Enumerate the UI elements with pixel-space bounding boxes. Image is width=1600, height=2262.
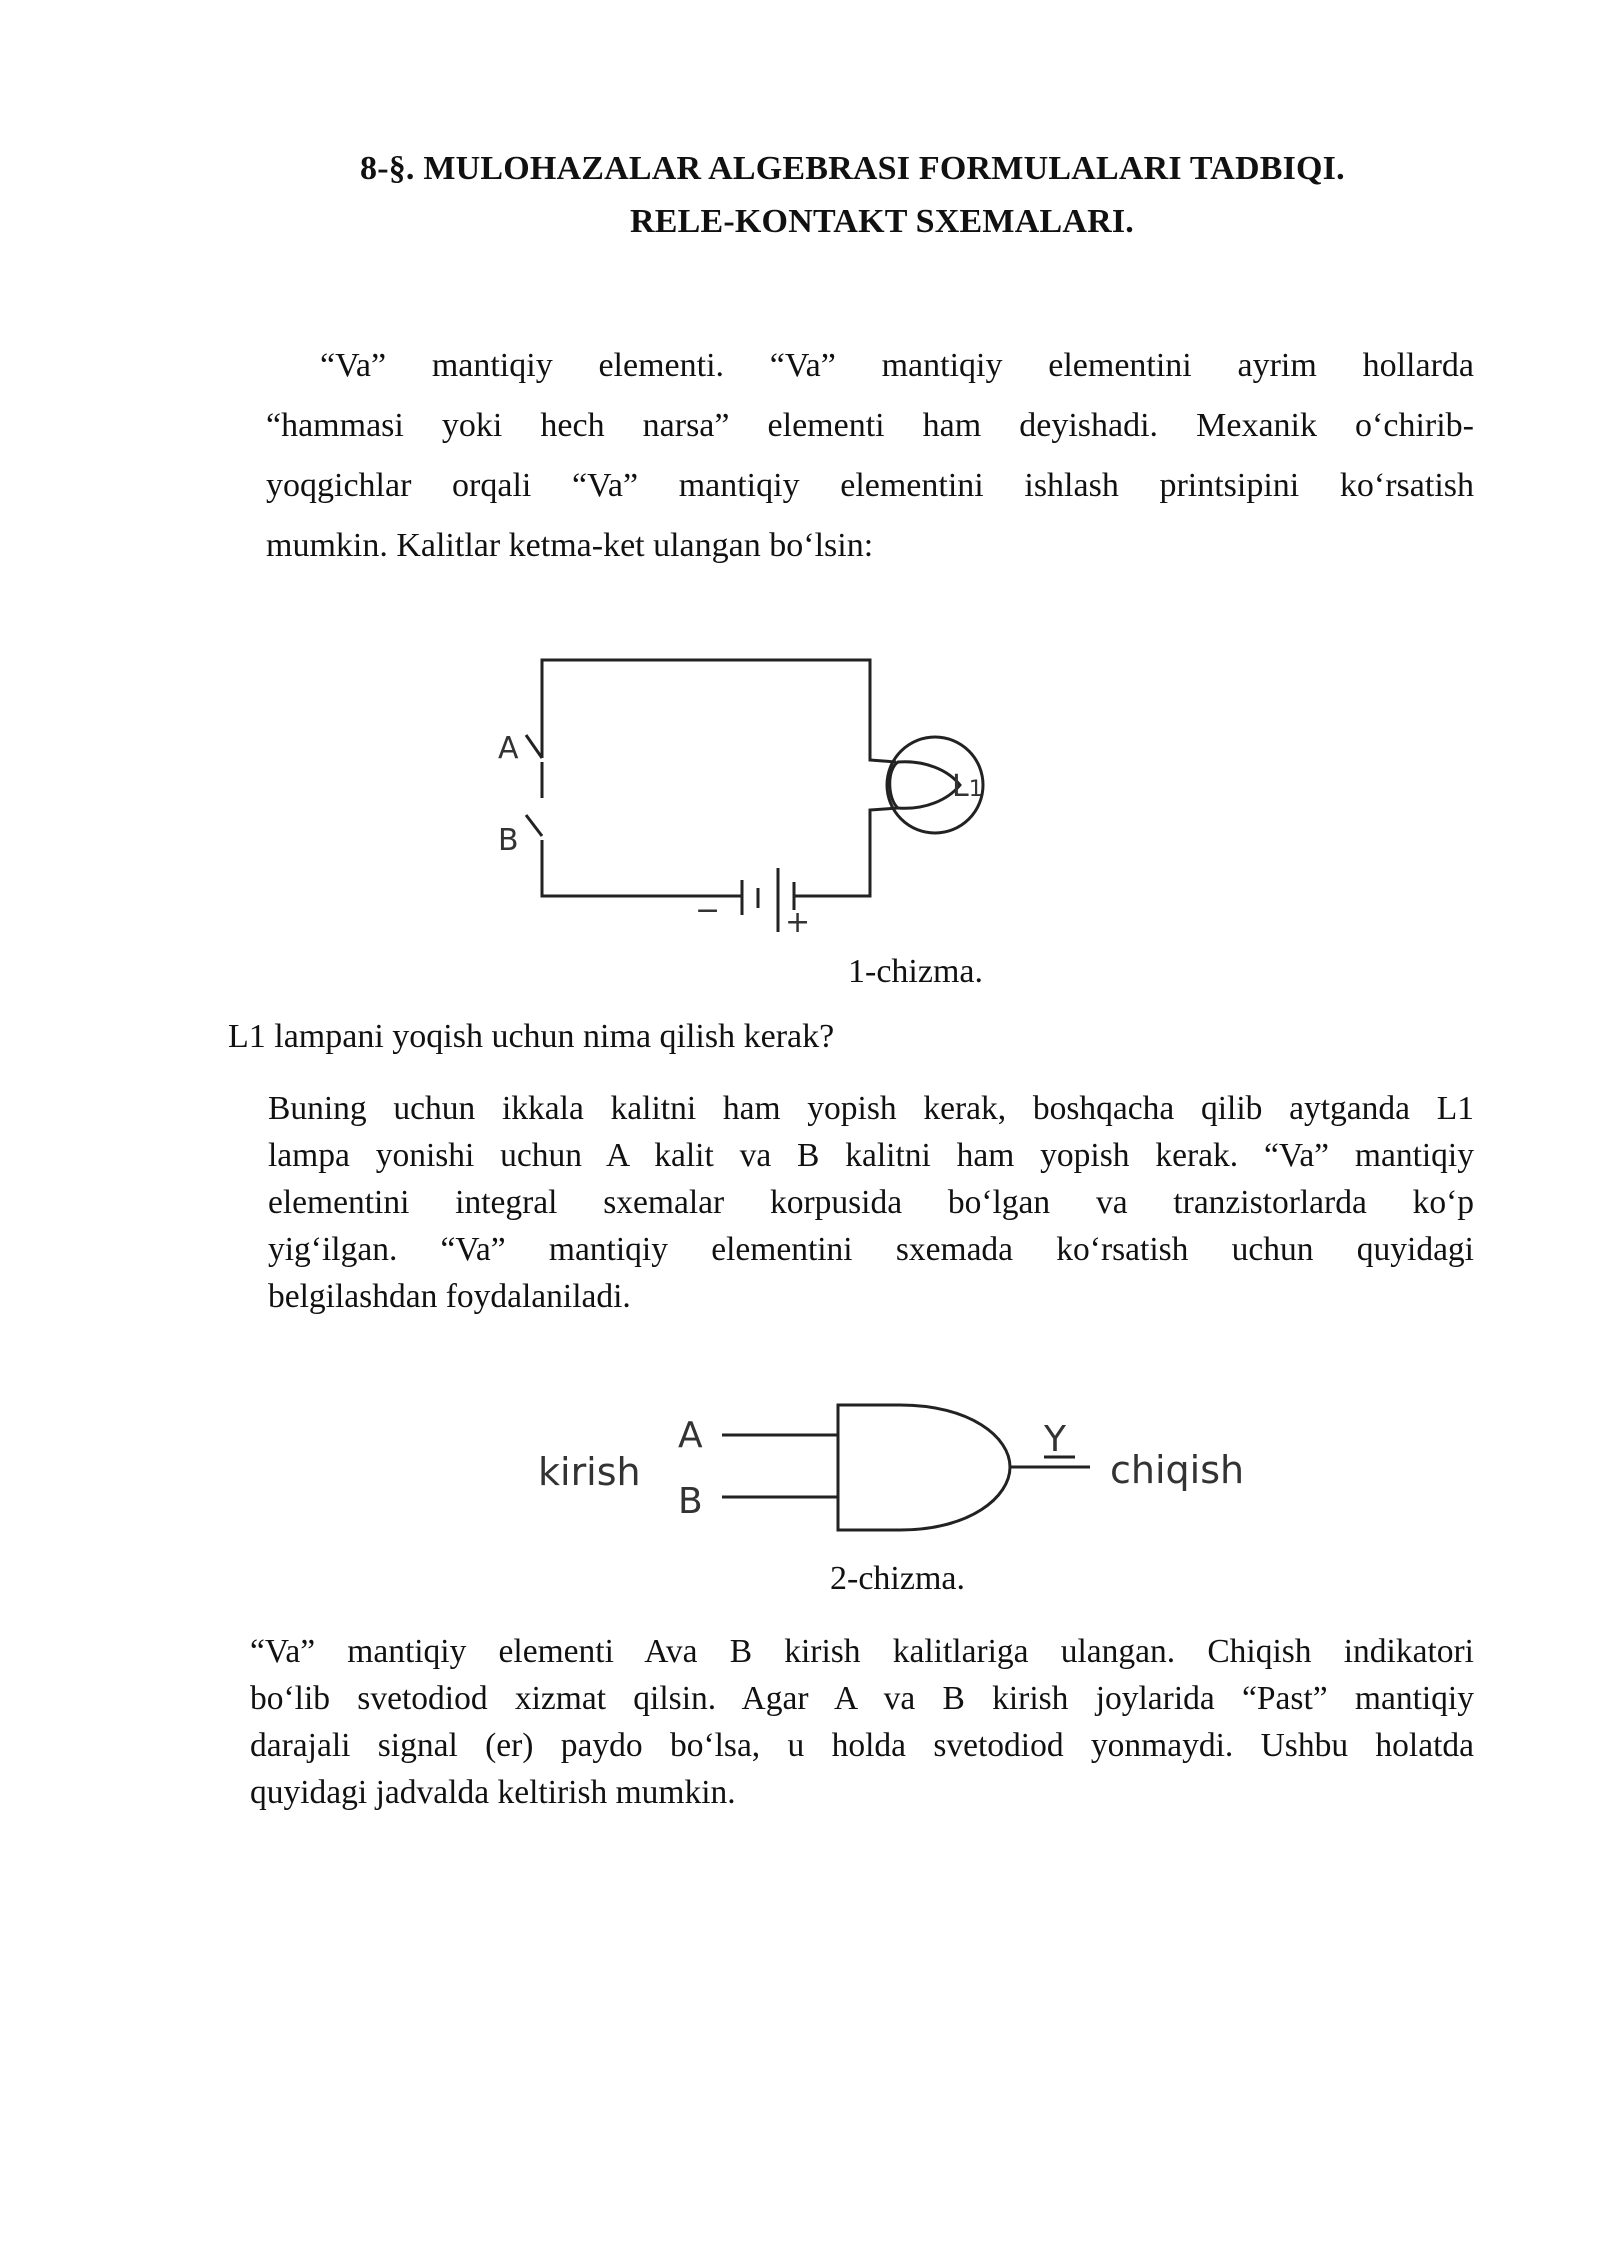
- paragraph-2-line: belgilashdan foydalaniladi.: [268, 1278, 631, 1315]
- switch-b-label: B: [498, 823, 519, 858]
- lamp-label: L1: [952, 769, 983, 804]
- battery-minus-label: −: [695, 893, 721, 928]
- switch-a-label: A: [498, 731, 519, 766]
- paragraph-3-line: “Va” mantiqiy elementi Ava B kirish kalitlariga ulangan. Chiqish indikatori: [250, 1633, 1474, 1670]
- figure-1-caption: 1-chizma.: [848, 953, 983, 990]
- output-label: chiqish: [1110, 1448, 1245, 1492]
- paragraph-2-line: lampa yonishi uchun A kalit va B kalitni ham yopish kerak. “Va” mantiqiy: [268, 1137, 1474, 1174]
- input-a-label: A: [678, 1415, 703, 1456]
- page-title-line-1: 8-§. MULOHAZALAR ALGEBRASI FORMULALARI TADBIQI.: [360, 150, 1345, 187]
- paragraph-1-line: yoqgichlar orqali “Va” mantiqiy elementini ishlash printsipini ko‘rsatish: [266, 467, 1474, 504]
- switch-a-icon: [526, 735, 542, 758]
- circuit-wire-bottom: [542, 840, 740, 896]
- page-title-line-2: RELE-KONTAKT SXEMALARI.: [630, 203, 1134, 240]
- paragraph-1: [266, 336, 1474, 576]
- output-y-label: Y: [1044, 1419, 1066, 1460]
- paragraph-1-line: mumkin. Kalitlar ketma-ket ulangan bo‘lsin:: [266, 527, 874, 564]
- figure-1-circuit-diagram: [470, 640, 1030, 950]
- switch-b-icon: [526, 815, 542, 836]
- paragraph-3: [250, 1628, 1474, 1816]
- paragraph-2: [268, 1085, 1474, 1320]
- paragraph-1-line: “Va” mantiqiy elementi. “Va” mantiqiy elementini ayrim hollarda: [320, 347, 1474, 384]
- input-label: kirish: [538, 1450, 641, 1494]
- input-b-label: B: [678, 1481, 703, 1522]
- circuit-wire-top: [542, 660, 896, 762]
- figure-2-and-gate-diagram: [520, 1385, 1290, 1565]
- question-text: L1 lampani yoqish uchun nima qilish kerak?: [228, 1018, 835, 1055]
- figure-2-caption: 2-chizma.: [830, 1560, 965, 1597]
- paragraph-3-line: bo‘lib svetodiod xizmat qilsin. Agar A va B kirish joylarida “Past” mantiqiy: [250, 1680, 1474, 1717]
- paragraph-2-line: elementini integral sxemalar korpusida bo‘lgan va tranzistorlarda ko‘p: [268, 1184, 1474, 1221]
- paragraph-1-line: “hammasi yoki hech narsa” elementi ham deyishadi. Mexanik o‘chirib-: [266, 407, 1474, 444]
- and-gate-icon: [838, 1405, 1010, 1530]
- paragraph-2-line: yig‘ilgan. “Va” mantiqiy elementini sxemada ko‘rsatish uchun quyidagi: [268, 1231, 1474, 1268]
- battery-plus-label: +: [785, 905, 811, 940]
- paragraph-3-line: darajali signal (er) paydo bo‘lsa, u holda svetodiod yonmaydi. Ushbu holatda: [250, 1727, 1474, 1764]
- paragraph-2-line: Buning uchun ikkala kalitni ham yopish kerak, boshqacha qilib aytganda L1: [268, 1090, 1474, 1127]
- paragraph-3-line: quyidagi jadvalda keltirish mumkin.: [250, 1774, 736, 1811]
